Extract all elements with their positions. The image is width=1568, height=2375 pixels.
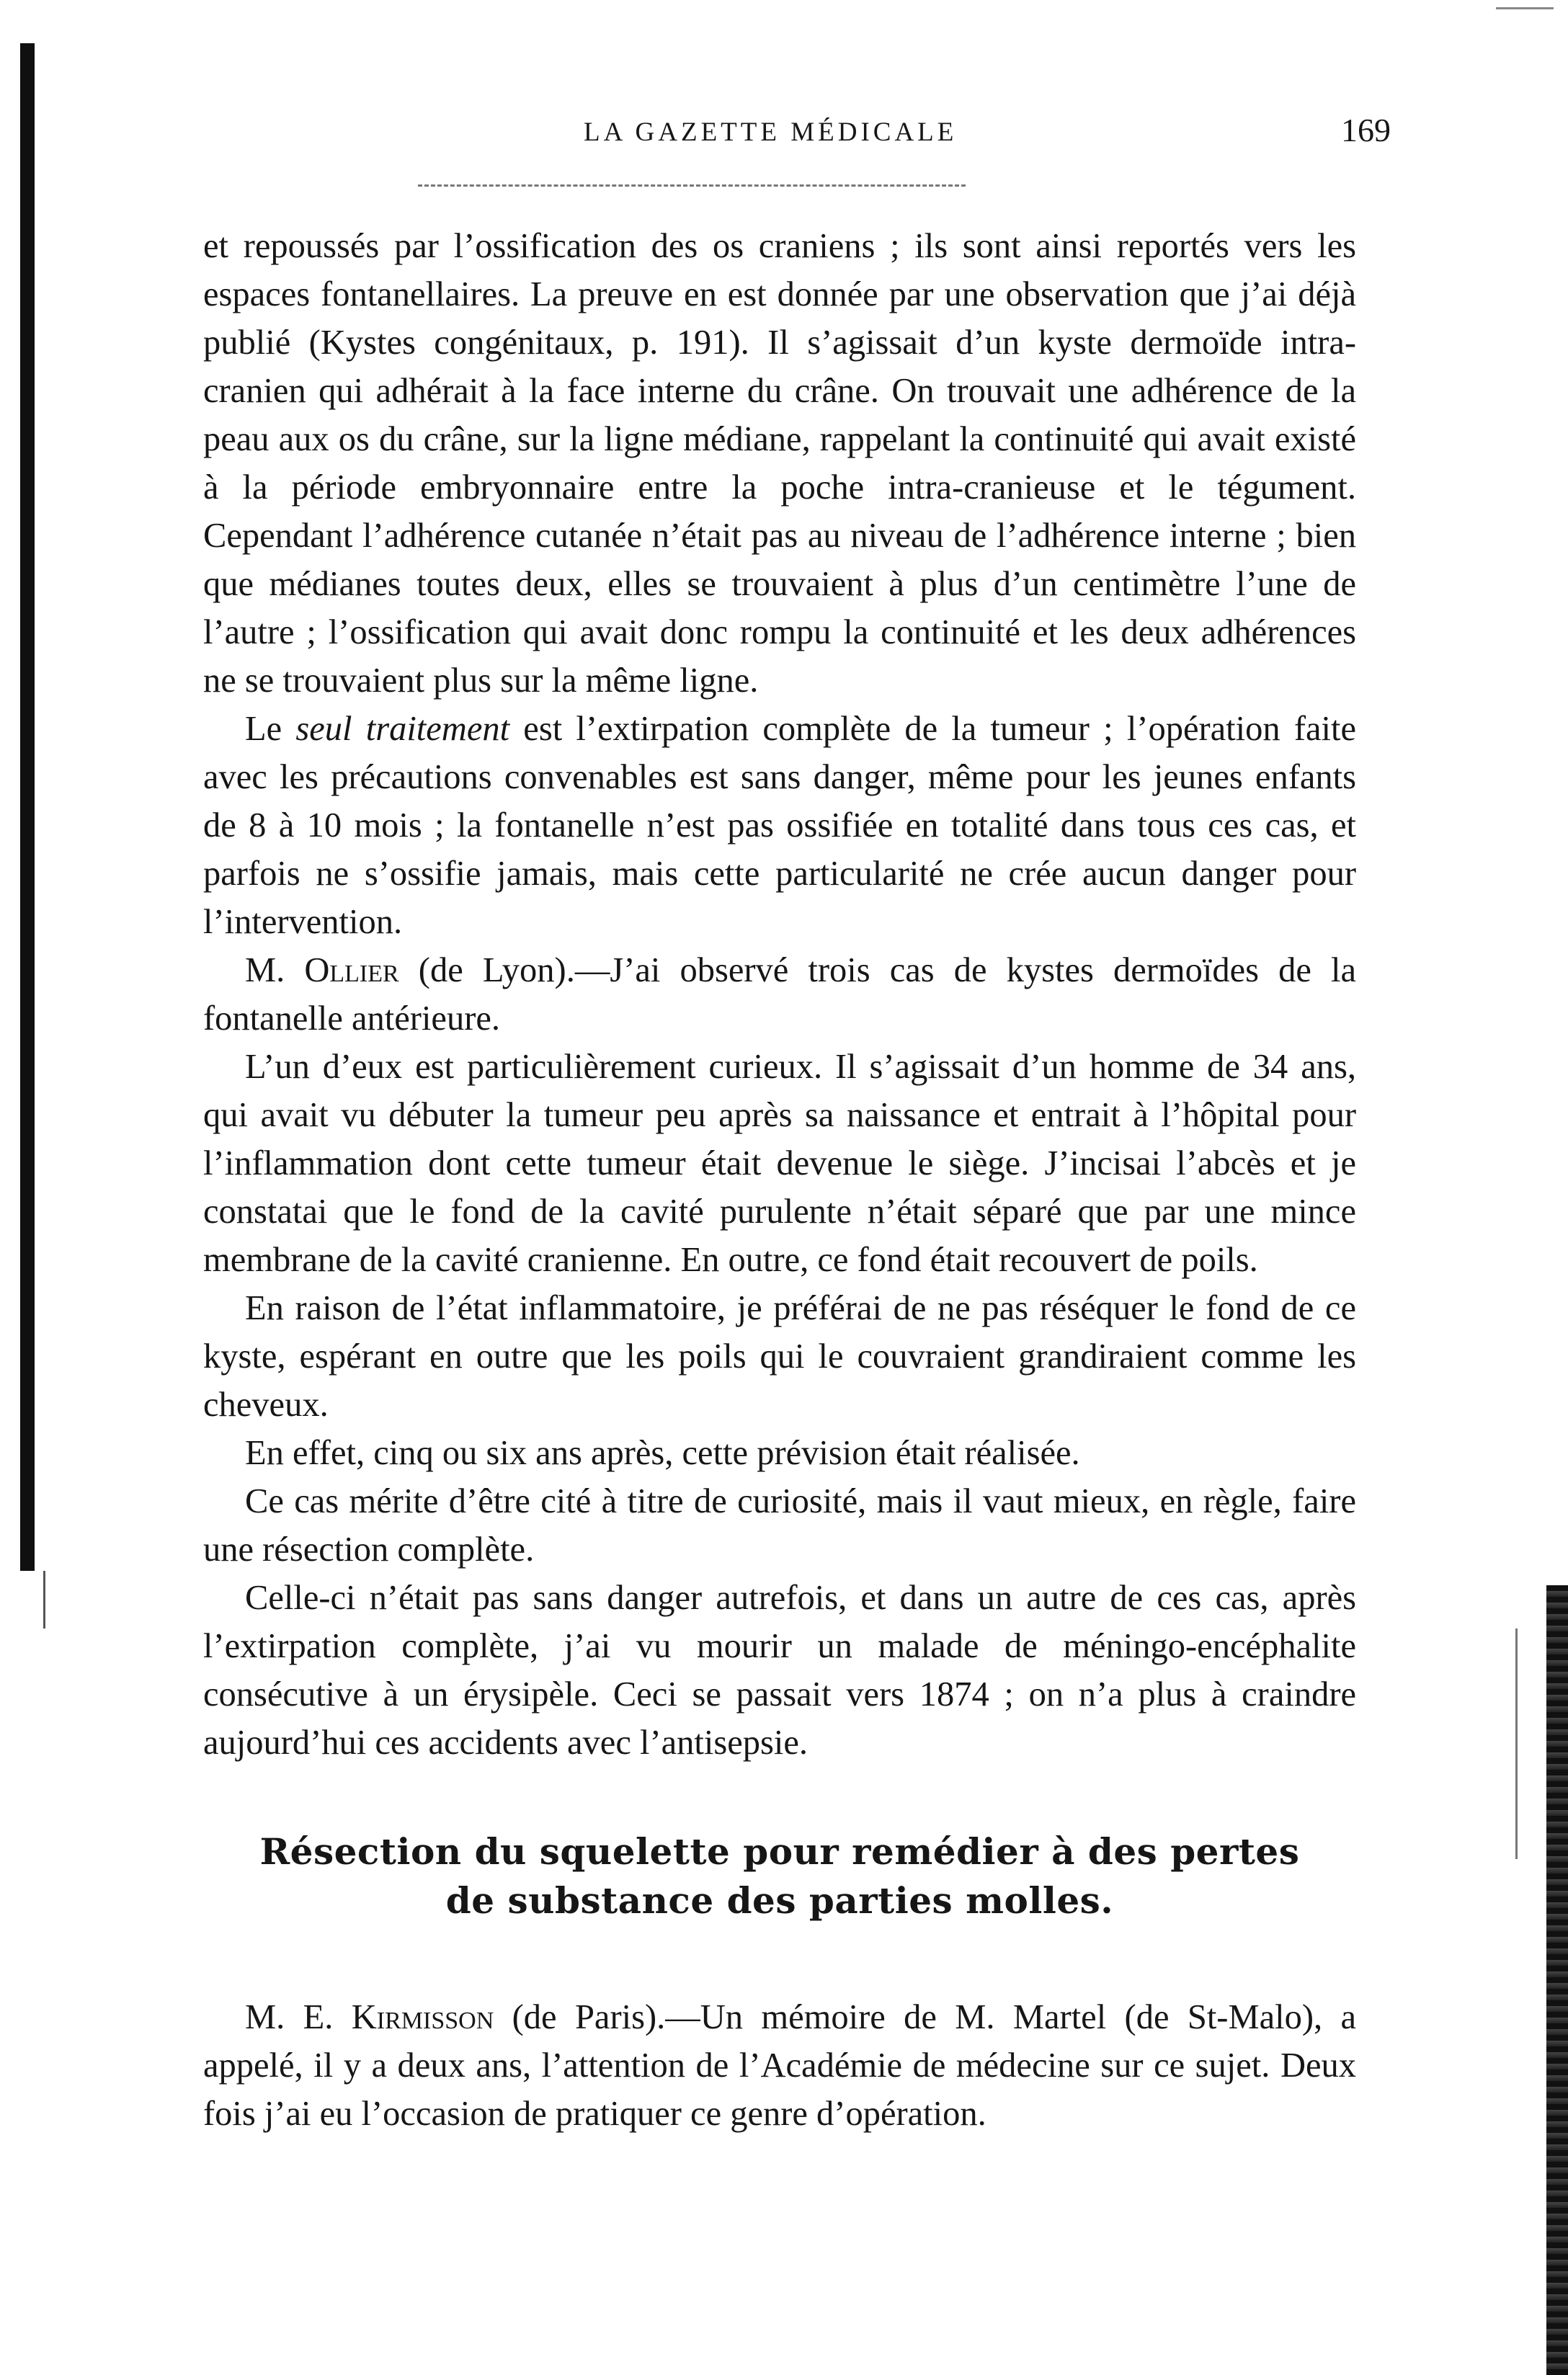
scan-corner-mark xyxy=(1496,7,1554,9)
speaker-name: Ollier xyxy=(304,951,399,989)
paragraph-text: Le xyxy=(245,710,296,748)
paragraph-text: (de Lyon).—J’ai observé trois cas de kystes dermoïdes de la fontanelle antérieure. xyxy=(203,951,1356,1038)
page-number: 169 xyxy=(1341,112,1391,148)
scan-binding-edge xyxy=(20,43,35,1571)
paragraph-curiosite: Ce cas mérite d’être cité à titre de curiosité, mais il vaut mieux, en règle, faire une résection complète. xyxy=(203,1482,1356,1569)
paragraph-kirmisson xyxy=(203,1993,1356,2138)
running-head: LA GAZETTE MÉDICALE xyxy=(584,117,958,147)
paragraph-case: L’un d’eux est particulièrement curieux. Il s’agissait d’un homme de 34 ans, qui avait vu débuter la tumeur peu après sa naissance et entrait à l’hôpital pour l’inflammation dont cette tumeur était devenue le siège. J’incisai l’abcès et je constatai que le fond de la cavité purulente n’était séparé que par une mince membrane de la cavité cranienne. En outre, ce fond était recouvert de poils. xyxy=(203,1048,1356,1279)
speaker-prefix: M. E. xyxy=(245,1998,352,2036)
paragraph-text: est l’extirpation complète de la tumeur ; l’opération faite avec les précautions convenables est sans danger, même pour les jeunes enfants de 8 à 10 mois ; la fontanelle n’est pas ossifiée en totalité dans tous ces cas, et parfois ne s’ossifie jamais, mais cette particularité ne crée aucun danger pour l’intervention. xyxy=(203,710,1356,941)
scan-right-edge-line xyxy=(1515,1628,1518,1859)
scan-edge-mark xyxy=(43,1571,45,1628)
paragraph-inflammation: En raison de l’état inflammatoire, je préférai de ne pas réséquer le fond de ce kyste, espérant en outre que les poils qui le couvraient grandiraient comme les cheveux. xyxy=(203,1289,1356,1424)
speaker-name: Kirmisson xyxy=(351,1998,494,2036)
page-header xyxy=(195,108,1391,159)
section-title: Résection du squelette pour remédier à des pertes de substance des parties molles. xyxy=(259,1830,1300,1922)
paragraph-danger: Celle-ci n’était pas sans danger autrefois, et dans un autre de ces cas, après l’extirpation complète, j’ai vu mourir un malade de méningo-encéphalite consécutive à un érysipèle. Ceci se passait vers 1874 ; on n’a plus à craindre aujourd’hui ces accidents avec l’antisepsie. xyxy=(203,1579,1356,1762)
paragraph-traitement xyxy=(203,705,1356,946)
page-body xyxy=(203,222,1356,2138)
italic-phrase: seul traitement xyxy=(295,710,510,748)
paragraph-effet: En effet, cinq ou six ans après, cette prévision était réalisée. xyxy=(245,1434,1080,1472)
paragraph-ollier xyxy=(203,946,1356,1043)
header-rule xyxy=(418,184,966,187)
paragraph-continuation: et repoussés par l’ossification des os craniens ; ils sont ainsi reportés vers les espaces fontanellaires. La preuve en est donnée par une observation que j’ai déjà publié (Kystes congénitaux, p. 191). Il s’agissait d’un kyste dermoïde intra-cranien qui adhérait à la face interne du crâne. On trouvait une adhérence de la peau aux os du crâne, sur la ligne médiane, rappelant la continuité qui avait existé à la période embryonnaire entre la poche intra-cranieuse et le tégument. Cependant l’adhérence cutanée n’était pas au niveau de l’adhérence interne ; bien que médianes toutes deux, elles se trouvaient à plus d’un centimètre l’une de l’autre ; l’ossification qui avait donc rompu la continuité et les deux adhérences ne se trouvaient plus sur la même ligne. xyxy=(203,227,1356,700)
paragraph-text: (de Paris).—Un mémoire de M. Martel (de St-Malo), a appelé, il y a deux ans, l’attention de l’Académie de médecine sur ce sujet. Deux fois j’ai eu l’occasion de pratiquer ce genre d’opération. xyxy=(203,1998,1356,2133)
speaker-prefix: M. xyxy=(245,951,305,989)
scan-right-edge xyxy=(1546,1585,1568,2375)
